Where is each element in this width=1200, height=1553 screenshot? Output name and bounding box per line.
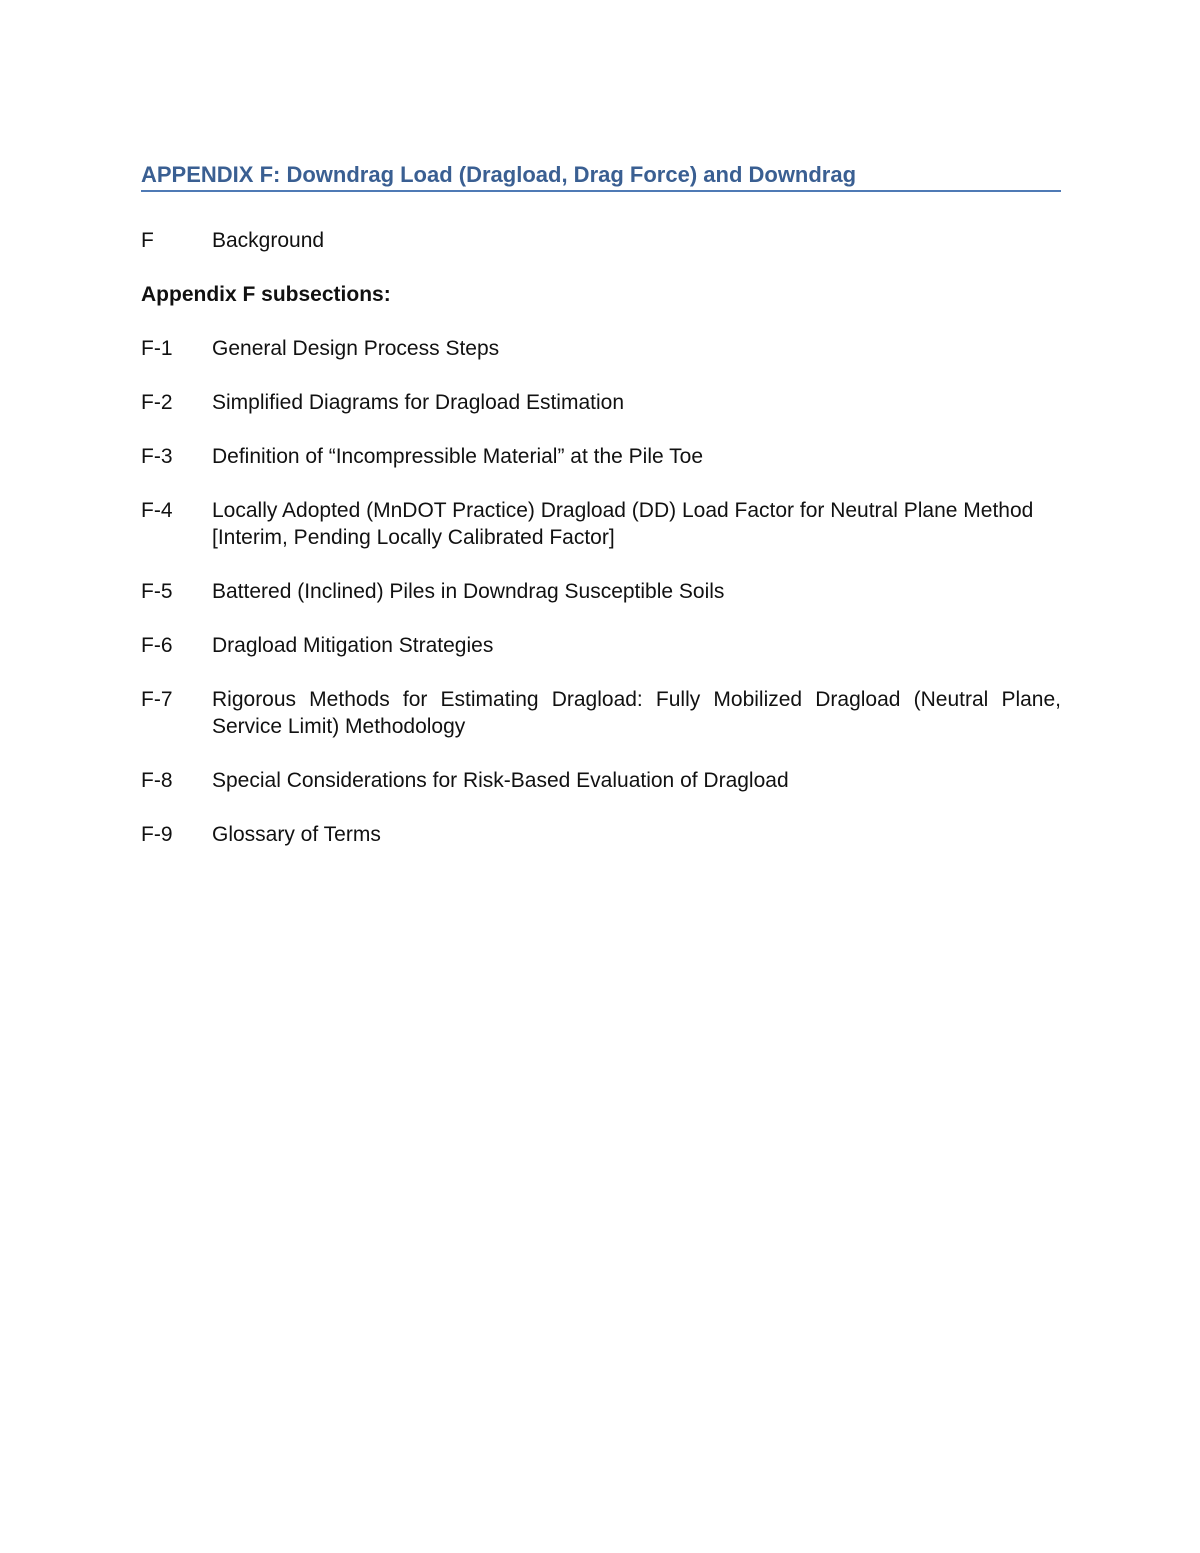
subsection-code: F-4 [141, 499, 173, 522]
subsection-item [141, 821, 1061, 848]
background-entry [141, 227, 1061, 254]
background-code: F [141, 229, 154, 252]
subsection-title: Definition of “Incompressible Material” at the Pile Toe [212, 445, 704, 468]
subsection-code: F-6 [141, 634, 173, 657]
document-page [141, 160, 1061, 848]
subsection-title: Rigorous Methods for Estimating Dragload: Fully Mobilized Dragload (Neutral Plane, Service Limit) Methodology [212, 688, 1061, 738]
subsection-item [141, 389, 1061, 416]
subsection-list [141, 335, 1061, 848]
subsection-item [141, 686, 1061, 740]
subsection-item [141, 443, 1061, 470]
subsection-code: F-5 [141, 580, 173, 603]
subsection-item [141, 632, 1061, 659]
subsection-title: Locally Adopted (MnDOT Practice) Dragload (DD) Load Factor for Neutral Plane Method [Interim, Pending Locally Calibrated Factor] [212, 499, 1034, 549]
subsection-code: F-2 [141, 391, 173, 414]
subsection-title: General Design Process Steps [212, 337, 500, 360]
subsections-heading: Appendix F subsections: [141, 283, 391, 306]
subsection-item [141, 335, 1061, 362]
subsection-code: F-9 [141, 823, 173, 846]
subsection-code: F-3 [141, 445, 173, 468]
subsection-title: Special Considerations for Risk-Based Evaluation of Dragload [212, 769, 789, 792]
subsection-title: Dragload Mitigation Strategies [212, 634, 494, 657]
subsection-title: Glossary of Terms [212, 823, 381, 846]
background-label: Background [212, 229, 325, 252]
subsection-code: F-1 [141, 337, 173, 360]
appendix-title: APPENDIX F: Downdrag Load (Dragload, Drag Force) and Downdrag [141, 160, 1061, 192]
subsection-code: F-8 [141, 769, 173, 792]
subsection-item [141, 767, 1061, 794]
subsection-title: Simplified Diagrams for Dragload Estimation [212, 391, 624, 414]
subsection-item [141, 578, 1061, 605]
subsection-code: F-7 [141, 688, 173, 711]
subsection-title: Battered (Inclined) Piles in Downdrag Susceptible Soils [212, 580, 725, 603]
subsection-item [141, 497, 1061, 551]
